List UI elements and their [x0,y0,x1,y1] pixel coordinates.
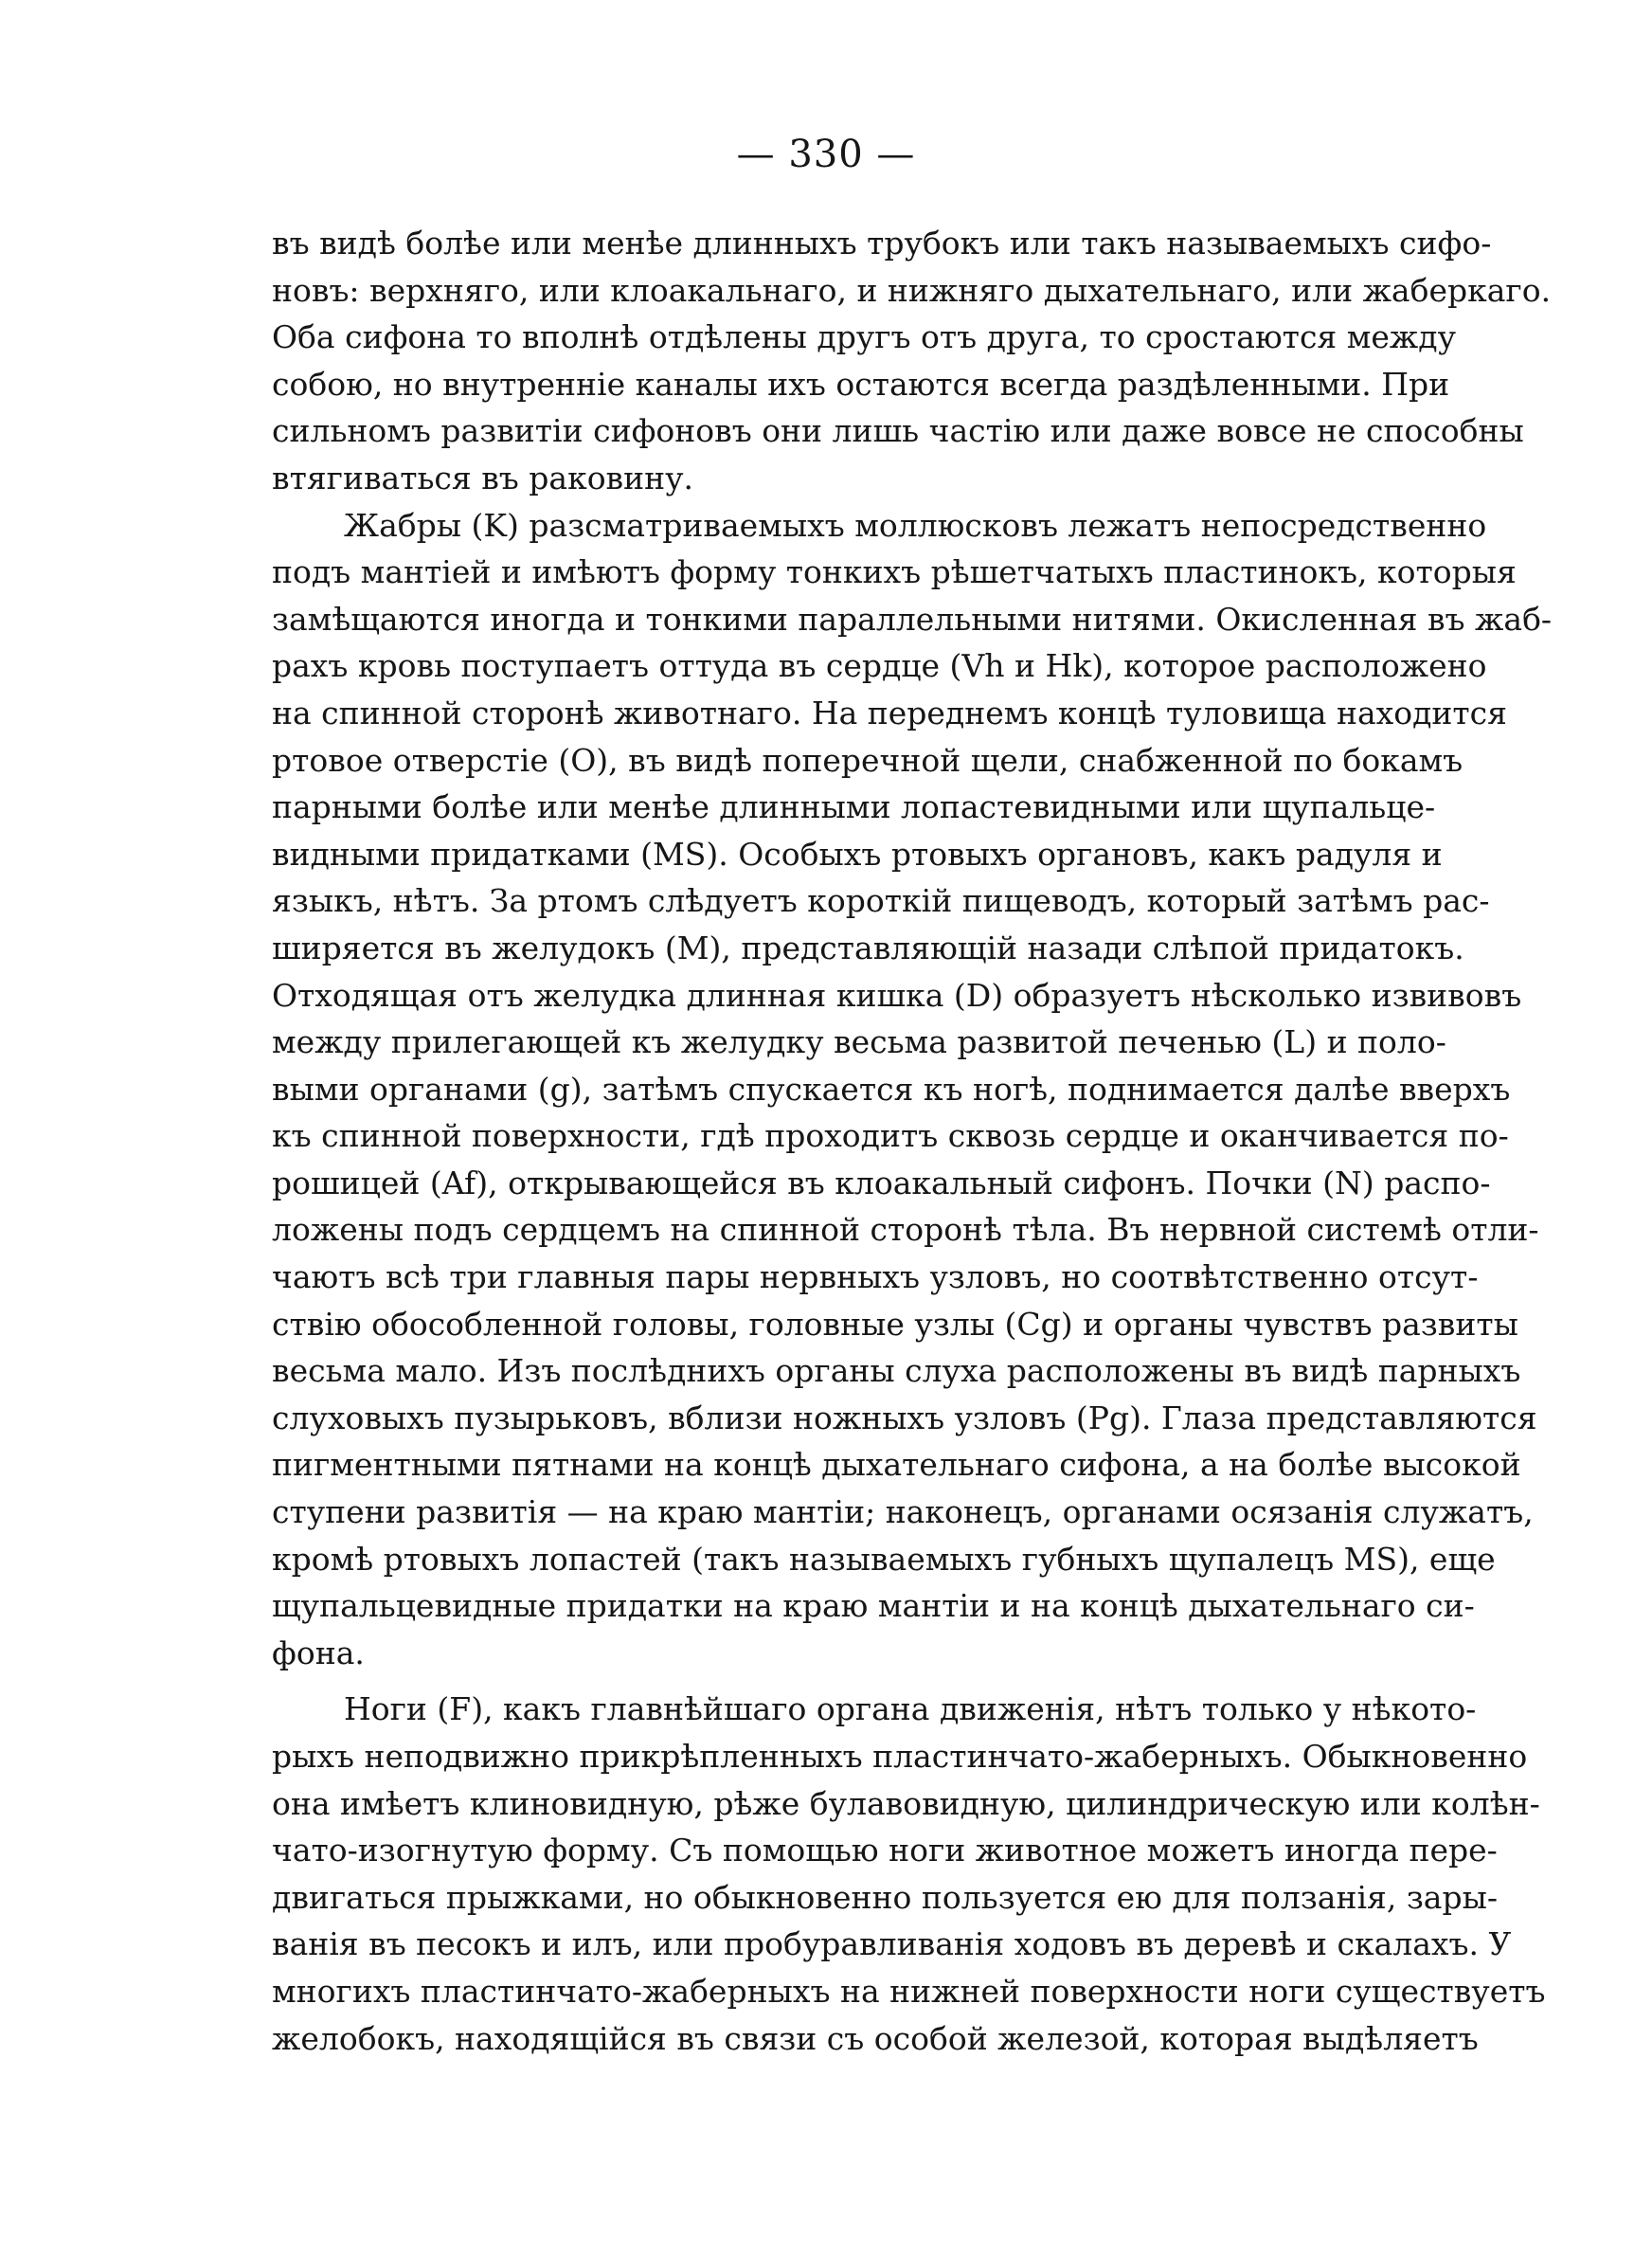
paragraph-2 [272,502,1553,1677]
text-line: сильномъ развитіи сифоновъ они лишь частію или даже вовсе не способны [272,412,1524,450]
text-line: ствію обособленной головы, головные узлы (Cg) и органы чувствъ развиты [272,1305,1518,1343]
text-line: фона. [272,1634,365,1671]
text-line: пигментными пятнами на концѣ дыхательнаго сифона, а на болѣе высокой [272,1446,1521,1484]
text-line: желобокъ, находящійся въ связи съ особой железой, которая выдѣляетъ [272,2019,1479,2057]
paragraph-spacer [272,1676,1399,1686]
text-line: ширяется въ желудокъ (M), представляющій назади слѣпой придатокъ. [272,929,1464,966]
text-line: Ноги (F), какъ главнѣйшаго органа движенія, нѣтъ только у нѣкото- [344,1690,1477,1728]
text-line: слуховыхъ пузырьковъ, вблизи ножныхъ узловъ (Pg). Глаза представляются [272,1399,1537,1436]
text-line: на спинной сторонѣ животнаго. На переднемъ концѣ туловища находится [272,694,1507,731]
text-line: замѣщаются иногда и тонкими параллельными нитями. Окисленная въ жаб- [272,600,1553,638]
text-line: парными болѣе или менѣе длинными лопастевидными или щупальце- [272,788,1436,826]
text-line: щупальцевидные придатки на краю мантіи и на концѣ дыхательнаго си- [272,1587,1475,1625]
paragraph-1 [272,220,1552,502]
text-line: къ спинной поверхности, гдѣ проходитъ сквозь сердце и оканчивается по- [272,1117,1509,1155]
text-line: подъ мантіей и имѣютъ форму тонкихъ рѣшетчатыхъ пластинокъ, которыя [272,553,1517,591]
text-line: ступени развитія — на краю мантіи; наконецъ, органами осязанія служатъ, [272,1493,1534,1531]
text-line: двигаться прыжками, но обыкновенно пользуется ею для ползанія, зары- [272,1878,1499,1916]
text-line: многихъ пластинчато-жаберныхъ на нижней поверхности ноги существуетъ [272,1972,1546,2010]
paragraph-3 [272,1686,1546,2062]
text-line: чато-изогнутую форму. Съ помощью ноги животное можетъ иногда пере- [272,1832,1498,1869]
text-line: рошицей (Af), открывающейся въ клоакальный сифонъ. Почки (N) распо- [272,1164,1491,1201]
body-text [272,220,1553,2062]
text-line: рыхъ неподвижно прикрѣпленныхъ пластинчато-жаберныхъ. Обыкновенно [272,1738,1528,1775]
text-line: весьма мало. Изъ послѣднихъ органы слуха расположены въ видѣ парныхъ [272,1352,1521,1390]
text-line: кромѣ ртовыхъ лопастей (такъ называемыхъ губныхъ щупалецъ MS), еще [272,1540,1496,1578]
text-line: Отходящая отъ желудка длинная кишка (D) образуетъ нѣсколько извивовъ [272,976,1522,1014]
text-line: чаютъ всѣ три главныя пары нервныхъ узловъ, но соотвѣтственно отсут- [272,1258,1479,1296]
text-line: ванія въ песокъ и илъ, или пробуравливанія ходовъ въ деревѣ и скалахъ. У [272,1925,1512,1963]
text-line: въ видѣ болѣе или менѣе длинныхъ трубокъ или такъ называемыхъ сифо- [272,225,1492,262]
text-line: видными придатками (MS). Особыхъ ртовыхъ органовъ, какъ радуля и [272,835,1443,873]
text-line: языкъ, нѣтъ. За ртомъ слѣдуетъ короткій пищеводъ, который затѣмъ рас- [272,882,1490,920]
text-line: она имѣетъ клиновидную, рѣже булавовидную, цилиндрическую или колѣн- [272,1784,1540,1822]
text-line: ложены подъ сердцемъ на спинной сторонѣ тѣла. Въ нервной системѣ отли- [272,1211,1539,1249]
text-line: ртовое отверстіе (O), въ видѣ поперечной щели, снабженной по бокамъ [272,741,1463,779]
text-line: выми органами (g), затѣмъ спускается къ ногѣ, поднимается далѣе вверхъ [272,1070,1511,1108]
text-line: втягиваться въ раковину. [272,459,694,497]
text-line: между прилегающей къ желудку весьма развитой печенью (L) и поло- [272,1023,1446,1061]
page-number: — 330 — [736,133,916,176]
text-line: Жабры (K) разсматриваемыхъ моллюсковъ лежатъ непосредственно [344,506,1487,544]
text-line: рахъ кровь поступаетъ оттуда въ сердце (Vh и Hk), которое расположено [272,647,1487,685]
text-line: Оба сифона то вполнѣ отдѣлены другъ отъ друга, то сростаются между [272,318,1457,356]
text-line: собою, но внутренніе каналы ихъ остаются всегда раздѣленными. При [272,365,1450,403]
text-line: новъ: верхняго, или клоакальнаго, и нижняго дыхательнаго, или жаберкаго. [272,271,1552,309]
